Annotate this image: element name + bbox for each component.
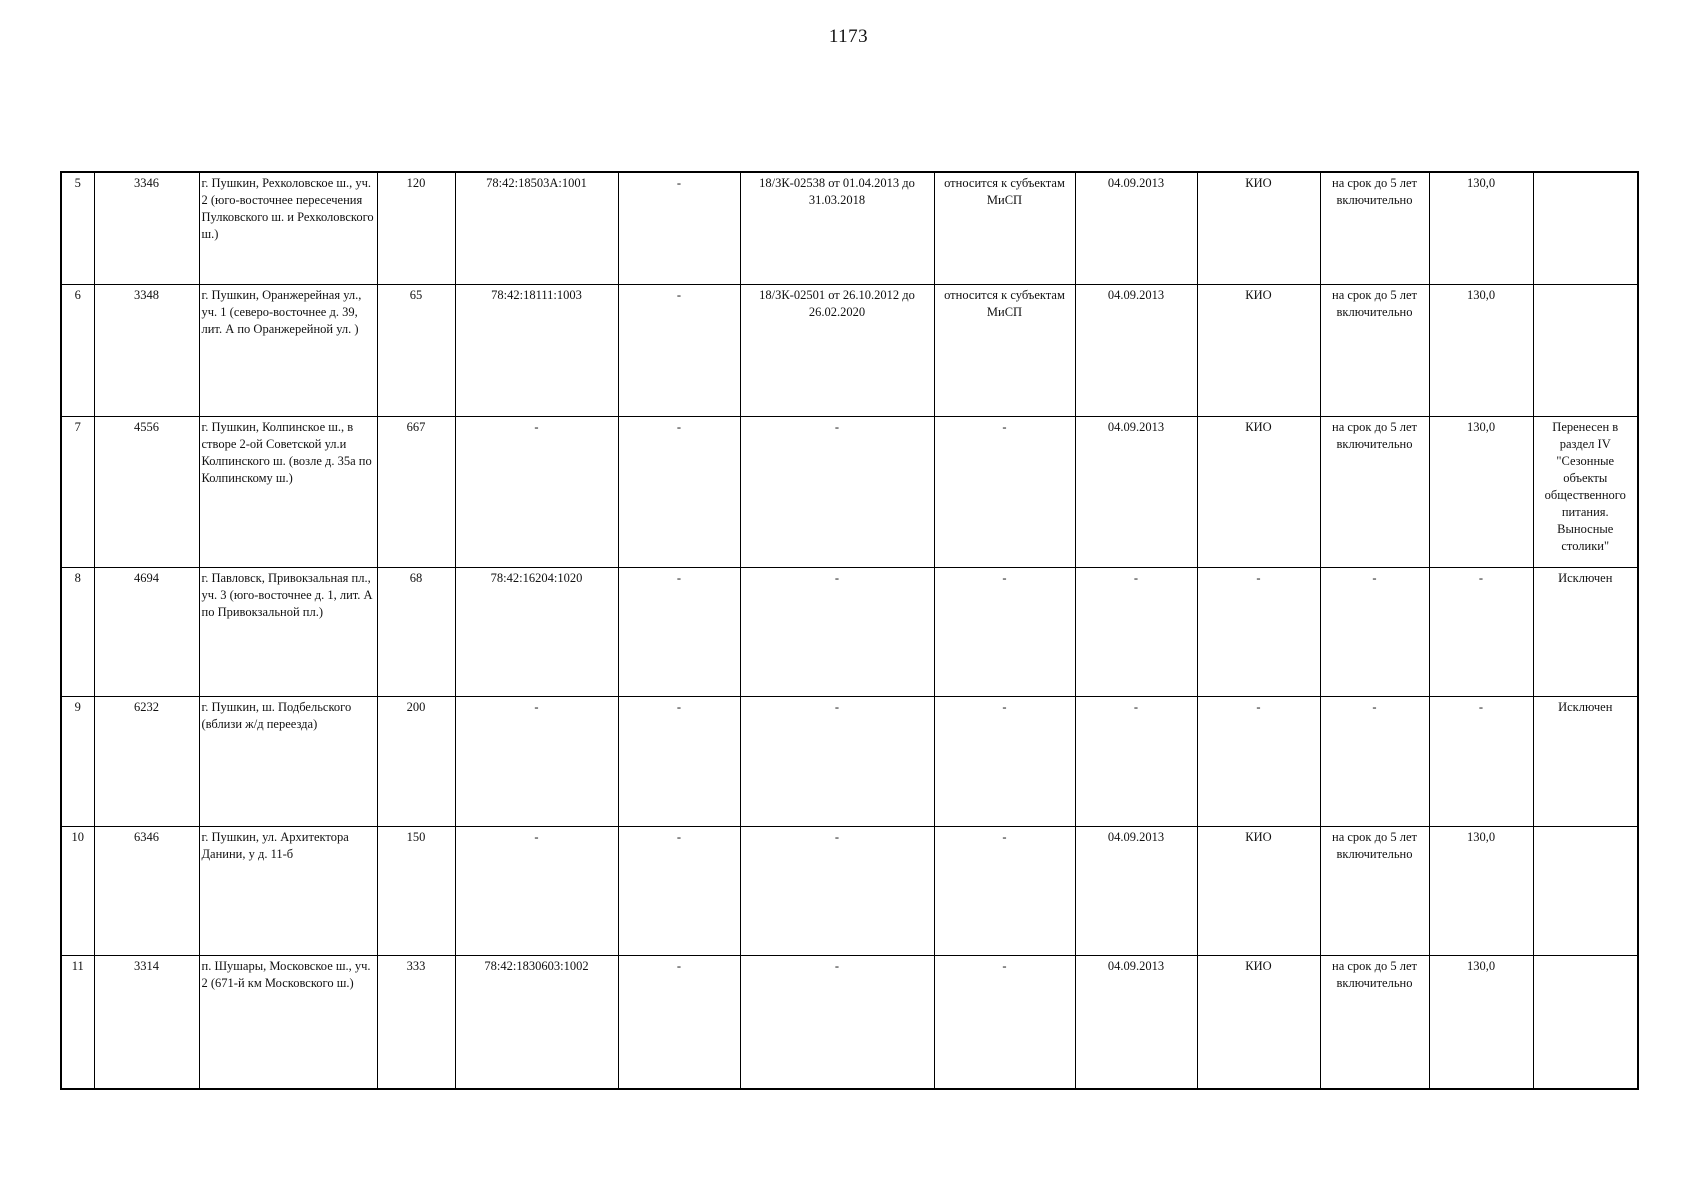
object-id-cell: 3348 <box>94 284 199 416</box>
value-cell: 130,0 <box>1429 284 1533 416</box>
date-cell: - <box>1075 696 1197 826</box>
contract-cell: - <box>740 826 934 955</box>
area-cell: 68 <box>377 567 455 696</box>
column-6-cell: - <box>618 955 740 1089</box>
area-cell: 333 <box>377 955 455 1089</box>
object-id-cell: 3314 <box>94 955 199 1089</box>
note-cell <box>1533 172 1638 284</box>
date-cell: 04.09.2013 <box>1075 172 1197 284</box>
organization-cell: КИО <box>1197 172 1320 284</box>
object-id-cell: 3346 <box>94 172 199 284</box>
address-cell: п. Шушары, Московское ш., уч. 2 (671-й км Московского ш.) <box>199 955 377 1089</box>
column-6-cell: - <box>618 696 740 826</box>
note-cell <box>1533 284 1638 416</box>
term-cell: на срок до 5 лет включительно <box>1320 172 1429 284</box>
column-6-cell: - <box>618 826 740 955</box>
note-cell: Исключен <box>1533 567 1638 696</box>
column-6-cell: - <box>618 284 740 416</box>
column-6-cell: - <box>618 567 740 696</box>
area-cell: 120 <box>377 172 455 284</box>
contract-cell: - <box>740 567 934 696</box>
column-6-cell: - <box>618 416 740 567</box>
address-cell: г. Пушкин, Рехколовское ш., уч. 2 (юго-восточнее пересечения Пулковского ш. и Рехколовского ш.) <box>199 172 377 284</box>
registry-table <box>60 171 1639 1090</box>
object-id-cell: 4556 <box>94 416 199 567</box>
object-id-cell: 6232 <box>94 696 199 826</box>
address-cell: г. Пушкин, ул. Архитектора Данини, у д. 11-б <box>199 826 377 955</box>
cadastral-number-cell: - <box>455 826 618 955</box>
category-cell: - <box>934 416 1075 567</box>
area-cell: 667 <box>377 416 455 567</box>
address-cell: г. Пушкин, Оранжерейная ул., уч. 1 (северо-восточнее д. 39, лит. А по Оранжерейной ул. ) <box>199 284 377 416</box>
cadastral-number-cell: 78:42:18111:1003 <box>455 284 618 416</box>
object-id-cell: 6346 <box>94 826 199 955</box>
contract-cell: - <box>740 955 934 1089</box>
table-row <box>61 826 1638 955</box>
category-cell: относится к субъектам МиСП <box>934 284 1075 416</box>
category-cell: - <box>934 696 1075 826</box>
cadastral-number-cell: 78:42:1830603:1002 <box>455 955 618 1089</box>
date-cell: - <box>1075 567 1197 696</box>
organization-cell: - <box>1197 696 1320 826</box>
term-cell: на срок до 5 лет включительно <box>1320 416 1429 567</box>
note-cell <box>1533 955 1638 1089</box>
row-number-cell: 9 <box>61 696 94 826</box>
value-cell: 130,0 <box>1429 826 1533 955</box>
table-row <box>61 955 1638 1089</box>
cadastral-number-cell: - <box>455 696 618 826</box>
date-cell: 04.09.2013 <box>1075 955 1197 1089</box>
area-cell: 200 <box>377 696 455 826</box>
category-cell: относится к субъектам МиСП <box>934 172 1075 284</box>
cadastral-number-cell: 78:42:16204:1020 <box>455 567 618 696</box>
contract-cell: 18/ЗК-02501 от 26.10.2012 до 26.02.2020 <box>740 284 934 416</box>
address-cell: г. Пушкин, ш. Подбельского (вблизи ж/д переезда) <box>199 696 377 826</box>
contract-cell: 18/ЗК-02538 от 01.04.2013 до 31.03.2018 <box>740 172 934 284</box>
column-6-cell: - <box>618 172 740 284</box>
table-row <box>61 696 1638 826</box>
contract-cell: - <box>740 416 934 567</box>
cadastral-number-cell: - <box>455 416 618 567</box>
value-cell: - <box>1429 567 1533 696</box>
note-cell: Исключен <box>1533 696 1638 826</box>
row-number-cell: 5 <box>61 172 94 284</box>
value-cell: 130,0 <box>1429 416 1533 567</box>
organization-cell: КИО <box>1197 284 1320 416</box>
value-cell: 130,0 <box>1429 955 1533 1089</box>
category-cell: - <box>934 955 1075 1089</box>
organization-cell: КИО <box>1197 826 1320 955</box>
organization-cell: КИО <box>1197 416 1320 567</box>
cadastral-number-cell: 78:42:18503А:1001 <box>455 172 618 284</box>
contract-cell: - <box>740 696 934 826</box>
table-row <box>61 172 1638 284</box>
date-cell: 04.09.2013 <box>1075 284 1197 416</box>
area-cell: 150 <box>377 826 455 955</box>
organization-cell: КИО <box>1197 955 1320 1089</box>
organization-cell: - <box>1197 567 1320 696</box>
table-row <box>61 416 1638 567</box>
term-cell: - <box>1320 696 1429 826</box>
term-cell: на срок до 5 лет включительно <box>1320 826 1429 955</box>
term-cell: - <box>1320 567 1429 696</box>
address-cell: г. Пушкин, Колпинское ш., в створе 2-ой Советской ул.и Колпинского ш. (возле д. 35а по Колпинскому ш.) <box>199 416 377 567</box>
date-cell: 04.09.2013 <box>1075 416 1197 567</box>
value-cell: - <box>1429 696 1533 826</box>
page-number: 1173 <box>828 26 869 47</box>
row-number-cell: 8 <box>61 567 94 696</box>
row-number-cell: 10 <box>61 826 94 955</box>
row-number-cell: 11 <box>61 955 94 1089</box>
term-cell: на срок до 5 лет включительно <box>1320 284 1429 416</box>
term-cell: на срок до 5 лет включительно <box>1320 955 1429 1089</box>
address-cell: г. Павловск, Привокзальная пл., уч. 3 (юго-восточнее д. 1, лит. А по Привокзальной пл.) <box>199 567 377 696</box>
table-row <box>61 284 1638 416</box>
note-cell <box>1533 826 1638 955</box>
area-cell: 65 <box>377 284 455 416</box>
category-cell: - <box>934 826 1075 955</box>
row-number-cell: 7 <box>61 416 94 567</box>
value-cell: 130,0 <box>1429 172 1533 284</box>
note-cell: Перенесен в раздел IV "Сезонные объекты общественного питания. Выносные столики" <box>1533 416 1638 567</box>
date-cell: 04.09.2013 <box>1075 826 1197 955</box>
row-number-cell: 6 <box>61 284 94 416</box>
table-row <box>61 567 1638 696</box>
object-id-cell: 4694 <box>94 567 199 696</box>
category-cell: - <box>934 567 1075 696</box>
